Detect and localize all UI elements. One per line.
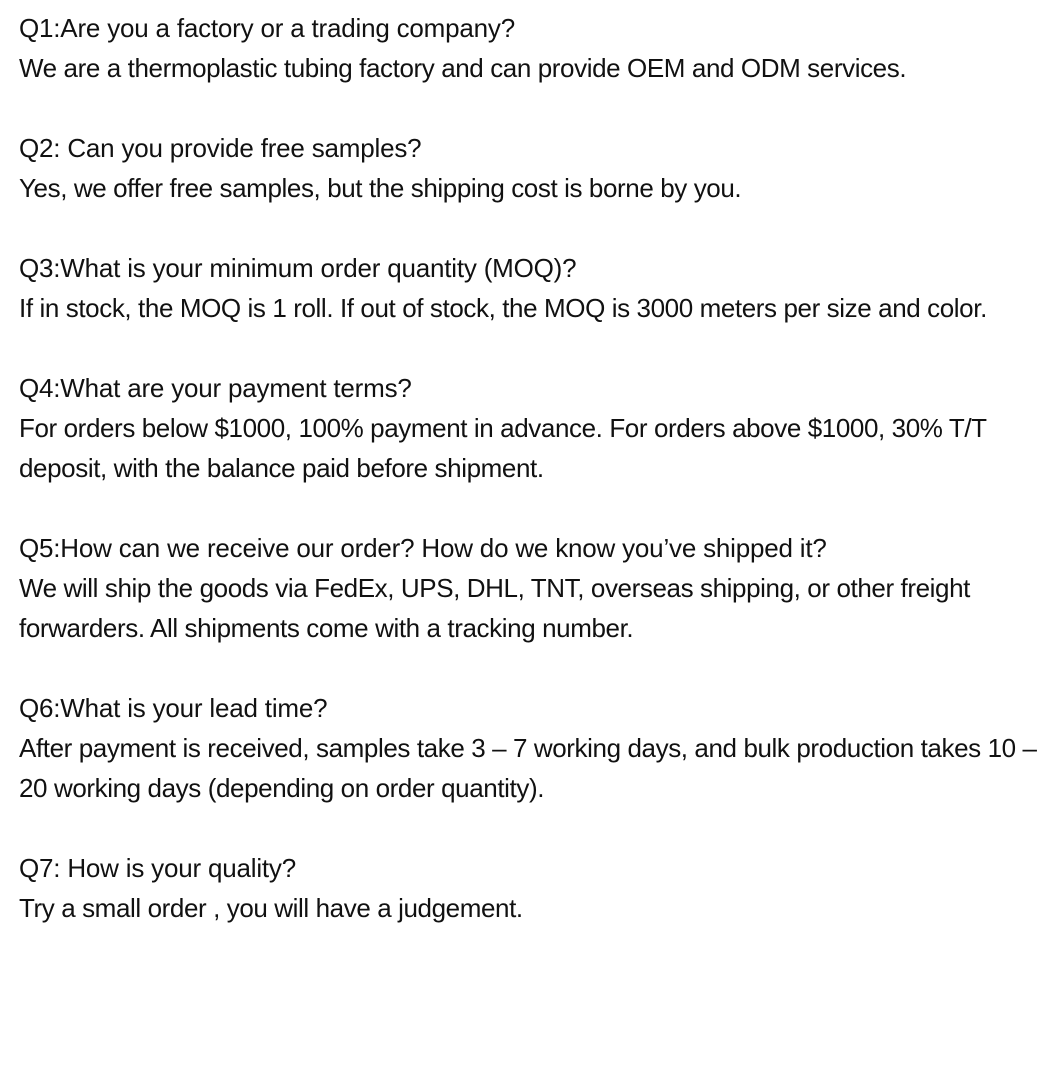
faq-answer: For orders below $1000, 100% payment in advance. For orders above $1000, 30% T/T deposit, with the balance paid before shipment. <box>19 413 987 483</box>
faq-item-q2 <box>19 128 1049 208</box>
faq-question: Q4:What are your payment terms? <box>19 373 412 403</box>
faq-answer: We are a thermoplastic tubing factory and can provide OEM and ODM services. <box>19 53 907 83</box>
faq-answer: We will ship the goods via FedEx, UPS, DHL, TNT, overseas shipping, or other freight forwarders. All shipments come with a tracking number. <box>19 573 970 643</box>
faq-answer: Yes, we offer free samples, but the shipping cost is borne by you. <box>19 173 742 203</box>
faq-item-q5 <box>19 528 1049 648</box>
faq-list <box>19 8 1049 968</box>
faq-answer: After payment is received, samples take 3 – 7 working days, and bulk production takes 10 – 20 working days (depending on order quantity). <box>19 733 1037 803</box>
faq-question: Q7: How is your quality? <box>19 853 296 883</box>
faq-question: Q5:How can we receive our order? How do we know you’ve shipped it? <box>19 533 827 563</box>
faq-question: Q6:What is your lead time? <box>19 693 328 723</box>
faq-answer: Try a small order , you will have a judgement. <box>19 893 523 923</box>
faq-question: Q2: Can you provide free samples? <box>19 133 422 163</box>
faq-item-q1 <box>19 8 1049 88</box>
faq-question: Q1:Are you a factory or a trading company? <box>19 13 515 43</box>
faq-item-q6 <box>19 688 1049 808</box>
faq-item-q3 <box>19 248 1049 328</box>
faq-answer: If in stock, the MOQ is 1 roll. If out of stock, the MOQ is 3000 meters per size and color. <box>19 293 987 323</box>
faq-item-q7 <box>19 848 1049 928</box>
faq-question: Q3:What is your minimum order quantity (MOQ)? <box>19 253 577 283</box>
faq-item-q4 <box>19 368 1049 488</box>
